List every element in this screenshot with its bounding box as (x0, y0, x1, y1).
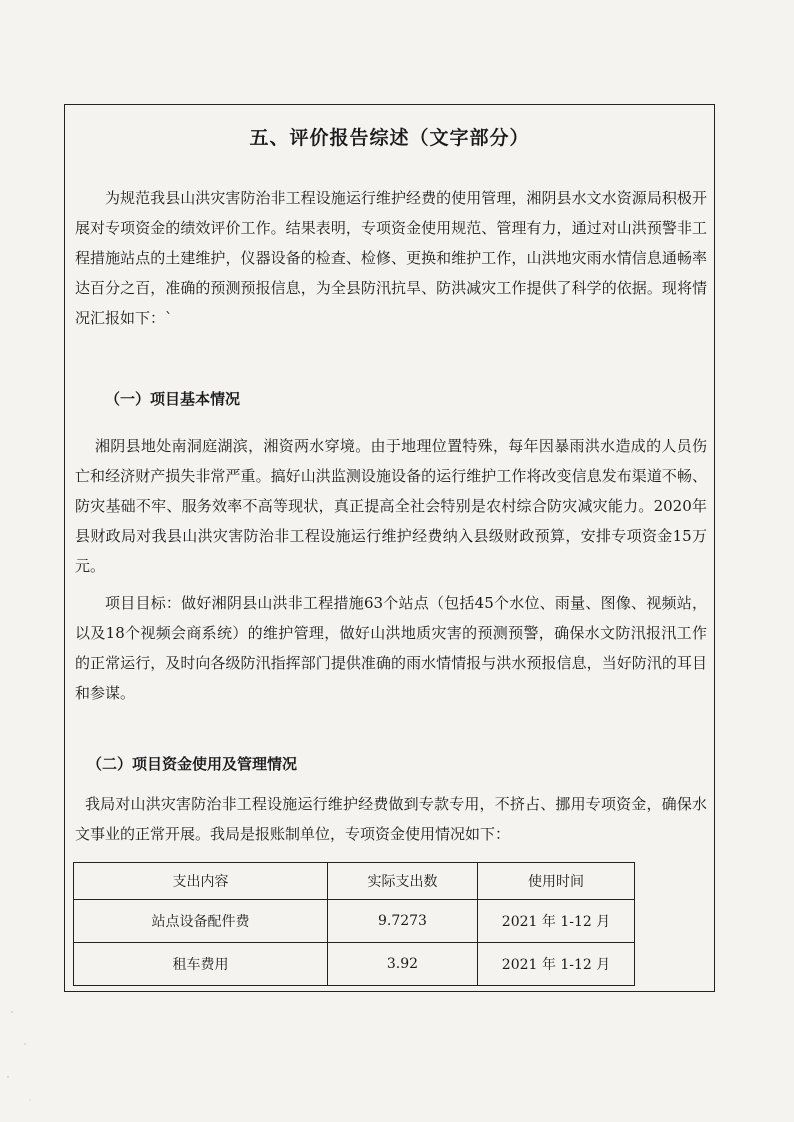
report-frame (64, 104, 715, 992)
table-header-cell: 实际支出数 (327, 863, 477, 900)
section-heading-funds: （二）项目资金使用及管理情况 (87, 755, 298, 773)
funds-paragraph: 我局对山洪灾害防治非工程设施运行维护经费做到专款专用，不挤占、挪用专项资金，确保水文事业的正常开展。我局是报账制单位，专项资金使用情况如下： (75, 795, 707, 843)
table-row (74, 943, 635, 986)
table-header-row (74, 863, 635, 900)
table-cell: 租车费用 (74, 943, 328, 986)
expenditure-table (73, 862, 635, 986)
table-cell: 站点设备配件费 (74, 900, 328, 943)
table-cell: 3.92 (327, 943, 477, 986)
table-header-cell: 支出内容 (74, 863, 328, 900)
scan-noise-decoration (0, 982, 60, 1122)
table-cell: 2021 年 1-12 月 (478, 943, 635, 986)
page-title: 五、评价报告综述（文字部分） (249, 127, 530, 149)
table-cell: 9.7273 (327, 900, 477, 943)
intro-paragraph: 为规范我县山洪灾害防治非工程设施运行维护经费的使用管理，湘阴县水文水资源局积极开展对专项资金的绩效评价工作。结果表明，专项资金使用规范、管理有力，通过对山洪预警非工程措施站点的土建维护，仪器设备的检查、检修、更换和维护工作，山洪地灾雨水情信息通畅率达百分之百，准确的预测预报信息，为全县防汛抗旱、防洪减灾工作提供了科学的依据。现将情况汇报如下：` (75, 189, 707, 327)
table-row (74, 900, 635, 943)
basic-info-paragraph: 湘阴县地处南洞庭湖滨，湘资两水穿境。由于地理位置特殊，每年因暴雨洪水造成的人员伤亡和经济财产损失非常严重。搞好山洪监测设施设备的运行维护工作将改变信息发布渠道不畅、防灾基础不牢、服务效率不高等现状，真正提高全社会特别是农村综合防灾减灾能力。2020年县财政局对我县山洪灾害防治非工程设施运行维护经费纳入县级财政预算，安排专项资金15万元。 (75, 437, 707, 575)
table-cell: 2021 年 1-12 月 (478, 900, 635, 943)
section-heading-basic: （一）项目基本情况 (105, 390, 241, 408)
project-goal-paragraph: 项目目标：做好湘阴县山洪非工程措施63个站点（包括45个水位、雨量、图像、视频站，以及18个视频会商系统）的维护管理，做好山洪地质灾害的预测预警，确保水文防汛报汛工作的正常运行，及时向各级防汛指挥部门提供准确的雨水情情报与洪水预报信息，当好防汛的耳目和参谋。 (75, 594, 707, 702)
table-header-cell: 使用时间 (478, 863, 635, 900)
